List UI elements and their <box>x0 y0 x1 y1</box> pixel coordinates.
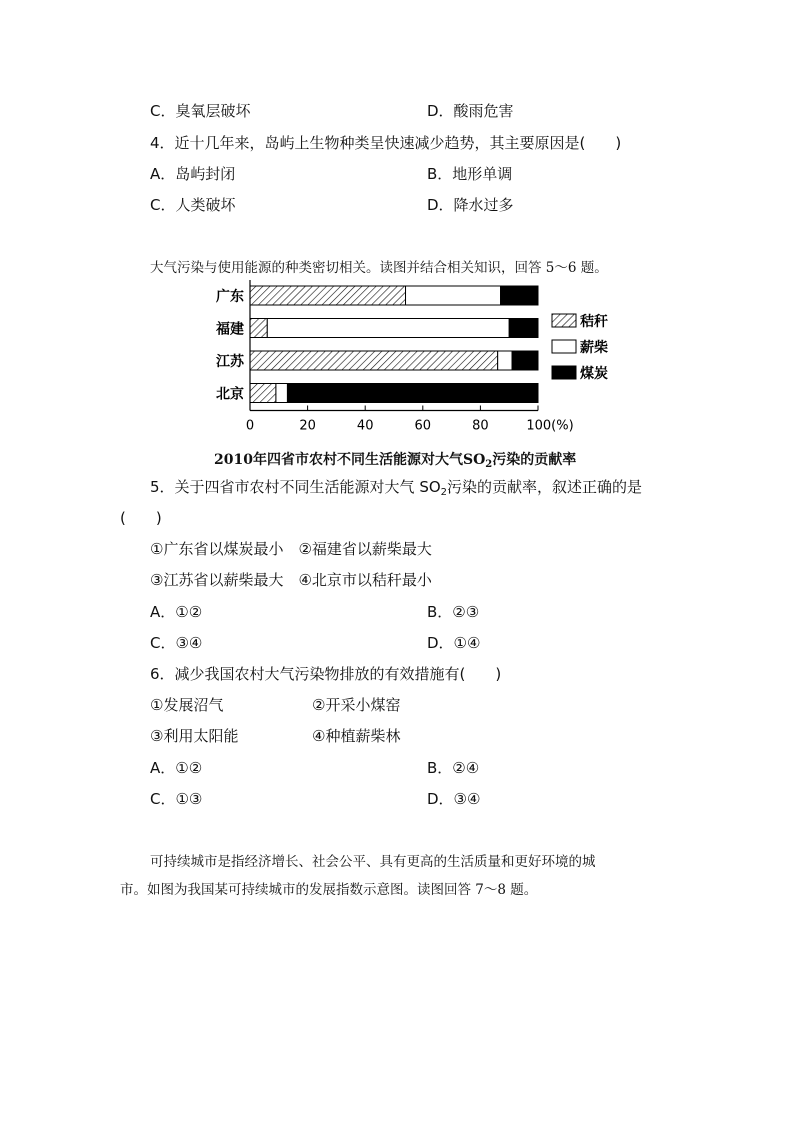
x-tick-label: 40 <box>356 418 374 434</box>
q5-statements-1: ①广东省以煤炭最小 ②福建省以薪柴最大 <box>150 540 432 558</box>
q4-stem: 4．近十几年来，岛屿上生物种类呈快速减少趋势，其主要原因是( ) <box>150 134 622 152</box>
q5-stem-continued: ( ) <box>120 509 162 527</box>
chart-title: 2010年四省市农村不同生活能源对大气$SO_2$污染的贡献率 <box>214 452 577 470</box>
q6-option-c: C．①③ <box>150 790 203 808</box>
q6-statement-2: ②开采小煤窑 <box>312 696 401 714</box>
x-tick-label: 80 <box>472 418 489 434</box>
legend-swatch <box>552 366 576 379</box>
energy-contribution-chart <box>200 278 630 468</box>
category-label: 福建 <box>216 321 244 338</box>
q6-statement-1: ①发展沼气 <box>150 696 224 714</box>
bar-福建-薪柴 <box>267 319 509 338</box>
legend-label: 煤炭 <box>580 366 608 382</box>
q4-option-a: A．岛屿封闭 <box>150 165 236 183</box>
bar-广东-煤炭 <box>501 286 538 305</box>
x-tick-label: 100(%) <box>526 418 574 434</box>
category-label: 广东 <box>216 289 244 305</box>
q5-option-b: B．②③ <box>427 603 480 621</box>
legend-swatch <box>552 340 576 353</box>
bar-福建-煤炭 <box>509 319 538 338</box>
category-label: 北京 <box>216 386 244 403</box>
legend-label: 秸秆 <box>580 314 608 330</box>
bar-北京-薪柴 <box>276 384 288 403</box>
q3-option-c: C．臭氧层破坏 <box>150 102 251 120</box>
q6-stem: 6．减少我国农村大气污染物排放的有效措施有( ) <box>150 665 502 683</box>
q4-option-d: D．降水过多 <box>427 196 514 214</box>
legend-label: 薪柴 <box>580 340 608 356</box>
x-tick-label: 60 <box>414 418 432 434</box>
q4-option-b: B．地形单调 <box>427 165 513 183</box>
bar-广东-薪柴 <box>406 286 501 305</box>
bar-北京-秸秆 <box>250 384 276 403</box>
bar-江苏-煤炭 <box>512 351 538 370</box>
q3-option-d: D．酸雨危害 <box>427 102 514 120</box>
q6-statement-3: ③利用太阳能 <box>150 727 239 745</box>
q5-option-a: A．①② <box>150 603 203 621</box>
x-tick-label: 0 <box>245 418 255 434</box>
q5-option-d: D．①④ <box>427 634 481 652</box>
intro-5-6: 大气污染与使用能源的种类密切相关。读图并结合相关知识，回答 5～6 题。 <box>150 260 608 276</box>
q6-option-d: D．③④ <box>427 790 481 808</box>
bar-北京-煤炭 <box>287 384 538 403</box>
q5-statements-2: ③江苏省以薪柴最大 ④北京市以秸秆最小 <box>150 571 432 589</box>
category-label: 江苏 <box>216 354 244 370</box>
q6-option-a: A．①② <box>150 759 203 777</box>
bar-福建-秸秆 <box>250 319 267 338</box>
q4-option-c: C．人类破坏 <box>150 196 236 214</box>
bar-广东-秸秆 <box>250 286 406 305</box>
bar-江苏-薪柴 <box>498 351 512 370</box>
bar-江苏-秸秆 <box>250 351 498 370</box>
q5-stem: 5．关于四省市农村不同生活能源对大气 $SO_2$污染的贡献率，叙述正确的是 <box>150 478 643 498</box>
intro-7-8-line2: 市。如图为我国某可持续城市的发展指数示意图。读图回答 7～8 题。 <box>120 882 538 898</box>
q6-option-b: B．②④ <box>427 759 480 777</box>
q5-option-c: C．③④ <box>150 634 203 652</box>
q6-statement-4: ④种植薪柴林 <box>312 727 401 745</box>
x-tick-label: 20 <box>299 418 316 434</box>
legend-swatch <box>552 314 576 327</box>
intro-7-8-line1: 可持续城市是指经济增长、社会公平、具有更高的生活质量和更好环境的城 <box>150 854 596 870</box>
